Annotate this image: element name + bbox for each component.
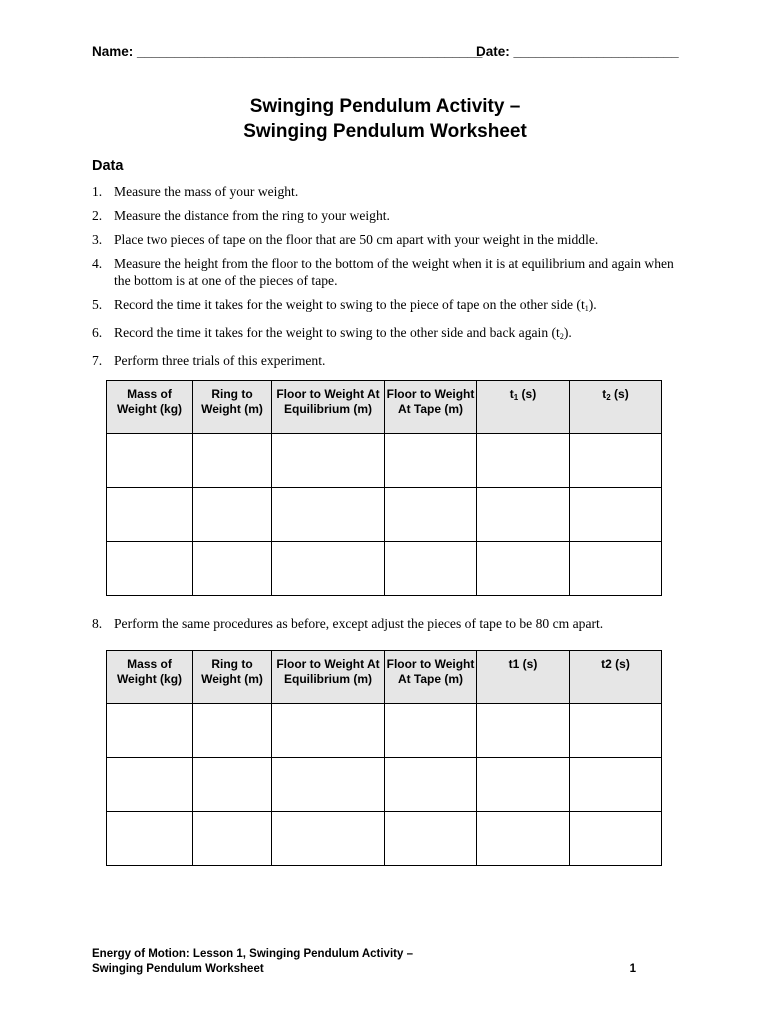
- data-table-1: [106, 380, 662, 596]
- column-header: Ring to Weight (m): [193, 381, 272, 434]
- name-field-label[interactable]: Name: ______________________________________________: [92, 44, 483, 59]
- table-header-row: [107, 381, 662, 434]
- column-header: Mass of Weight (kg): [107, 651, 193, 704]
- column-header: Floor to Weight At Equilibrium (m): [272, 651, 385, 704]
- input-cell[interactable]: [272, 542, 385, 596]
- input-cell[interactable]: [193, 704, 272, 758]
- list-item: 3. Place two pieces of tape on the floor that are 50 cm apart with your weight in the middle.: [92, 232, 599, 247]
- input-cell[interactable]: [385, 488, 477, 542]
- input-cell[interactable]: [193, 434, 272, 488]
- steps-list-continued: [92, 615, 682, 639]
- data-table-2: [106, 650, 662, 866]
- input-cell[interactable]: [107, 434, 193, 488]
- list-item: 6. Record the time it takes for the weight to swing to the other side and back again $(t_2)$.: [92, 325, 572, 341]
- page-title: [0, 94, 770, 144]
- input-cell[interactable]: [477, 812, 570, 866]
- table-row: [107, 758, 662, 812]
- input-cell[interactable]: [477, 704, 570, 758]
- input-cell[interactable]: [272, 704, 385, 758]
- input-cell[interactable]: [570, 434, 662, 488]
- column-header: Floor to Weight At Tape (m): [385, 651, 477, 704]
- column-header: $t_1$ (s): [477, 381, 570, 434]
- input-cell[interactable]: [570, 488, 662, 542]
- table-header-row: [107, 651, 662, 704]
- input-cell[interactable]: [570, 758, 662, 812]
- input-cell[interactable]: [477, 542, 570, 596]
- input-cell[interactable]: [477, 488, 570, 542]
- list-item: 4. Measure the height from the floor to the bottom of the weight when it is at equilibrium and again when the bottom is at one of the pieces of tape.: [92, 256, 674, 288]
- table-row: [107, 434, 662, 488]
- list-item: 1. Measure the mass of your weight.: [92, 184, 299, 199]
- list-item: 8. Perform the same procedures as before, except adjust the pieces of tape to be 80 cm apart.: [92, 616, 604, 631]
- column-header: Floor to Weight At Tape (m): [385, 381, 477, 434]
- footer-line-2: Swinging Pendulum Worksheet: [92, 963, 264, 975]
- input-cell[interactable]: [385, 812, 477, 866]
- input-cell[interactable]: [107, 812, 193, 866]
- input-cell[interactable]: [193, 542, 272, 596]
- table-row: [107, 542, 662, 596]
- column-header: t1 (s): [477, 651, 570, 704]
- header: [92, 44, 680, 59]
- date-field-label[interactable]: Date: ______________________: [476, 44, 679, 59]
- input-cell[interactable]: [272, 488, 385, 542]
- list-item: 7. Perform three trials of this experiment.: [92, 353, 326, 368]
- input-cell[interactable]: [477, 758, 570, 812]
- input-cell[interactable]: [385, 704, 477, 758]
- input-cell[interactable]: [193, 812, 272, 866]
- page-footer: [92, 947, 636, 977]
- list-item: 5. Record the time it takes for the weight to swing to the piece of tape on the other side $(t_1)$.: [92, 297, 597, 313]
- input-cell[interactable]: [385, 434, 477, 488]
- input-cell[interactable]: [193, 488, 272, 542]
- input-cell[interactable]: [477, 434, 570, 488]
- column-header: Floor to Weight At Equilibrium (m): [272, 381, 385, 434]
- list-item: 2. Measure the distance from the ring to your weight.: [92, 208, 390, 223]
- table-row: [107, 812, 662, 866]
- input-cell[interactable]: [385, 758, 477, 812]
- section-heading: Data: [92, 158, 124, 174]
- input-cell[interactable]: [107, 542, 193, 596]
- input-cell[interactable]: [272, 758, 385, 812]
- title-line-2: Swinging Pendulum Worksheet: [243, 121, 527, 142]
- table-row: [107, 704, 662, 758]
- input-cell[interactable]: [107, 758, 193, 812]
- steps-list: [92, 183, 682, 376]
- input-cell[interactable]: [385, 542, 477, 596]
- input-cell[interactable]: [272, 812, 385, 866]
- column-header: Ring to Weight (m): [193, 651, 272, 704]
- column-header: Mass of Weight (kg): [107, 381, 193, 434]
- title-line-1: Swinging Pendulum Activity –: [249, 96, 521, 117]
- input-cell[interactable]: [570, 542, 662, 596]
- input-cell[interactable]: [272, 434, 385, 488]
- input-cell[interactable]: [570, 704, 662, 758]
- column-header: $t_2$ (s): [570, 381, 662, 434]
- input-cell[interactable]: [193, 758, 272, 812]
- footer-line-1: Energy of Motion: Lesson 1, Swinging Pendulum Activity –: [92, 948, 413, 960]
- input-cell[interactable]: [570, 812, 662, 866]
- input-cell[interactable]: [107, 704, 193, 758]
- table-row: [107, 488, 662, 542]
- column-header: t2 (s): [570, 651, 662, 704]
- page-number: 1: [629, 963, 636, 975]
- input-cell[interactable]: [107, 488, 193, 542]
